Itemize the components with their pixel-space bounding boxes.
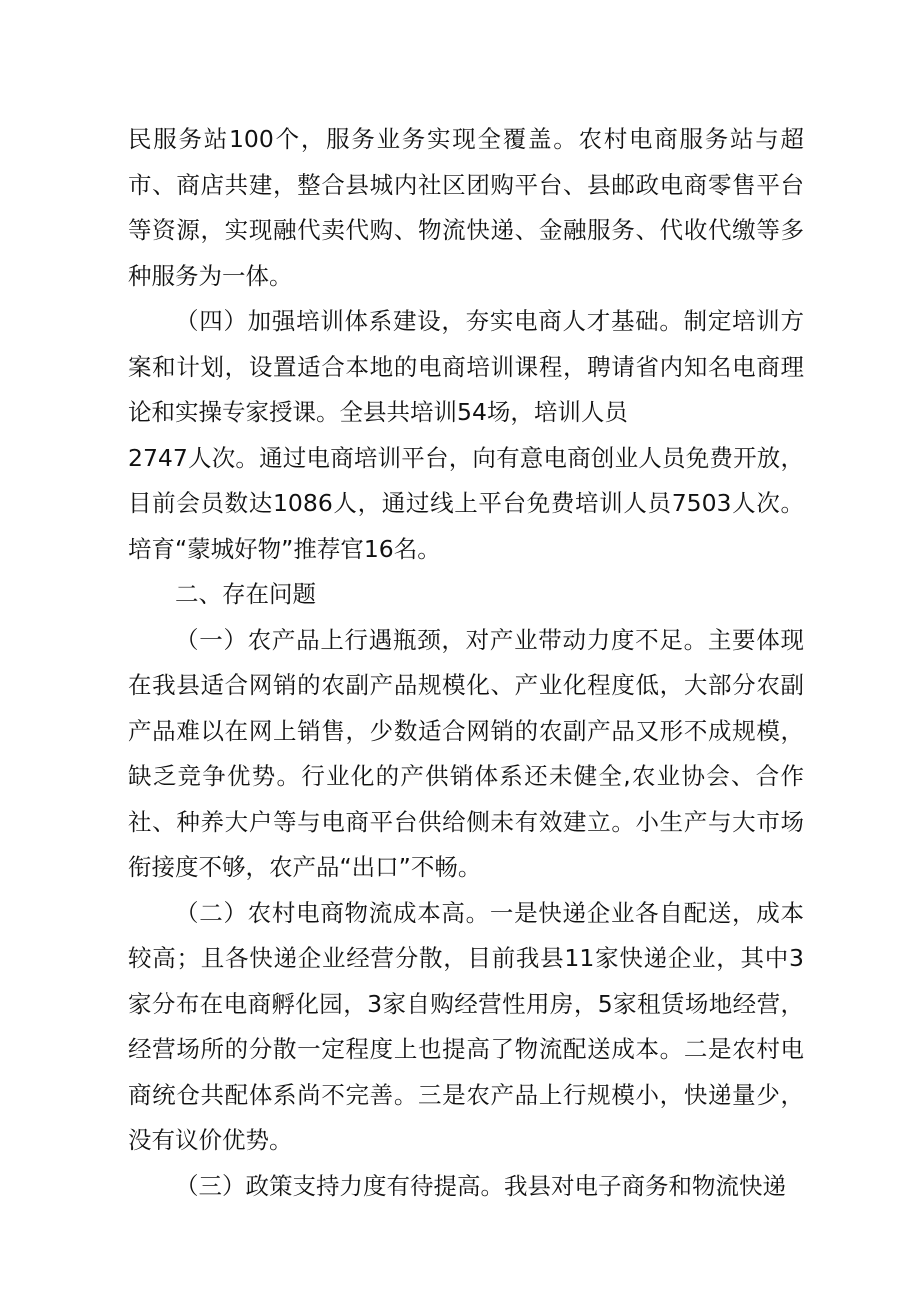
paragraph-problem-three: （三）政策支持力度有待提高。我县对电子商务和物流快递 bbox=[175, 1171, 786, 1200]
paragraph-training-results: 2747人次。通过电商培训平台，向有意电商创业人员免费开放，目前会员数达1086人，通过线上平台免费培训人员7503人次。培育“蒙城好物”推荐官16名。 bbox=[128, 443, 804, 563]
document-body bbox=[128, 117, 804, 1209]
paragraph-service-station: 民服务站100个，服务业务实现全覆盖。农村电商服务站与超市、商店共建，整合县城内社区团购平台、县邮政电商零售平台等资源，实现融代卖代购、物流快递、金融服务、代收代缴等多种服务为一体。 bbox=[128, 125, 804, 290]
section-heading-problems: 二、存在问题 bbox=[175, 580, 316, 608]
paragraph-training-system: （四）加强培训体系建设，夯实电商人才基础。制定培训方案和计划，设置适合本地的电商培训课程，聘请省内知名电商理论和实操专家授课。全县共培训54场，培训人员 bbox=[128, 307, 804, 426]
paragraph-problem-two: （二）农村电商物流成本高。一是快递企业各自配送，成本较高；且各快递企业经营分散，目前我县11家快递企业，其中3家分布在电商孵化园，3家自购经营性用房，5家租赁场地经营，经营场所的分散一定程度上也提高了物流配送成本。二是农村电商统仓共配体系尚不完善。三是农产品上行规模小，快递量少，没有议价优势。 bbox=[128, 898, 804, 1154]
paragraph-problem-one: （一）农产品上行遇瓶颈，对产业带动力度不足。主要体现在我县适合网销的农副产品规模化、产业化程度低，大部分农副产品难以在网上销售，少数适合网销的农副产品又形不成规模，缺乏竞争优势。行业化的产供销体系还未健全,农业协会、合作社、种养大户等与电商平台供给侧未有效建立。小生产与大市场衔接度不够，农产品“出口”不畅。 bbox=[128, 625, 804, 881]
